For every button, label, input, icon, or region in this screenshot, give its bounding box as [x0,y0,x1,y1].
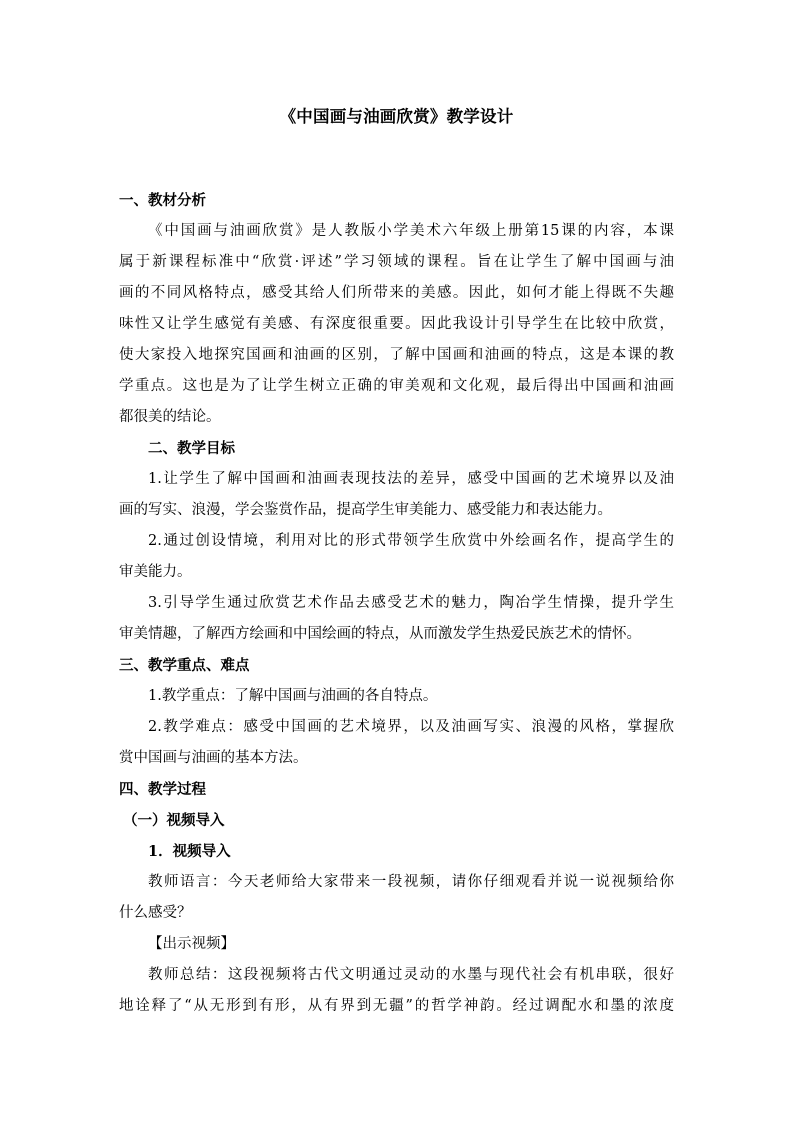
text-line: 1.教学重点：了解中国画与油画的各自特点。 [148,688,438,704]
section-heading: 1．视频导入 [148,843,231,860]
text-line: 审美能力。 [119,564,192,580]
text-line: 使大家投入地探究国画和油画的区别，了解中国画和油画的特点，这是本课的教 [119,347,674,363]
text-line: 什么感受？ [119,905,192,921]
text-line: 审美情趣，了解西方绘画和中国绘画的特点，从而激发学生热爱民族艺术的情怀。 [119,626,641,642]
section-heading: （一）视频导入 [123,812,225,829]
text-line: 都很美的结论。 [119,409,221,425]
text-line: 学重点。这也是为了让学生树立正确的审美观和文化观，最后得出中国画和油画 [119,378,674,394]
document-body [119,185,674,1022]
section-heading: 四、教学过程 [119,781,206,798]
text-line: 【出示视频】 [148,936,235,952]
text-line: 赏中国画与油画的基本方法。 [119,750,308,766]
section-heading: 二、教学目标 [148,440,235,457]
section-heading: 一、教材分析 [119,192,206,209]
text-line: 属于新课程标准中“欣赏·评述”学习领域的课程。旨在让学生了解中国画与油 [119,254,674,270]
document-title: 《中国画与油画欣赏》教学设计 [279,107,514,126]
text-line: 味性又让学生感觉有美感、有深度很重要。因此我设计引导学生在比较中欣赏， [119,316,674,332]
document-page [119,104,674,1022]
text-line: 地诠释了“从无形到有形，从有界到无疆”的哲学神韵。经过调配水和墨的浓度 [119,998,674,1014]
text-line: 教师语言：今天老师给大家带来一段视频，请你仔细观看并说一说视频给你 [148,874,674,890]
text-line: 2.教学难点：感受中国画的艺术境界，以及油画写实、浪漫的风格，掌握欣 [148,719,674,735]
text-line: 1.让学生了解中国画和油画表现技法的差异，感受中国画的艺术境界以及油 [148,471,674,487]
text-line: 画的写实、浪漫，学会鉴赏作品，提高学生审美能力、感受能力和表达能力。 [119,502,612,518]
text-line: 2.通过创设情境，利用对比的形式带领学生欣赏中外绘画名作，提高学生的 [148,533,674,549]
text-line: 3.引导学生通过欣赏艺术作品去感受艺术的魅力，陶冶学生情操，提升学生 [148,595,674,611]
text-line: 《中国画与油画欣赏》是人教版小学美术六年级上册第15课的内容，本课 [148,223,674,239]
text-line: 教师总结：这段视频将古代文明通过灵动的水墨与现代社会有机串联，很好 [148,967,674,983]
section-heading: 三、教学重点、难点 [119,657,250,674]
text-line: 画的不同风格特点，感受其给人们所带来的美感。因此，如何才能上得既不失趣 [119,285,674,301]
